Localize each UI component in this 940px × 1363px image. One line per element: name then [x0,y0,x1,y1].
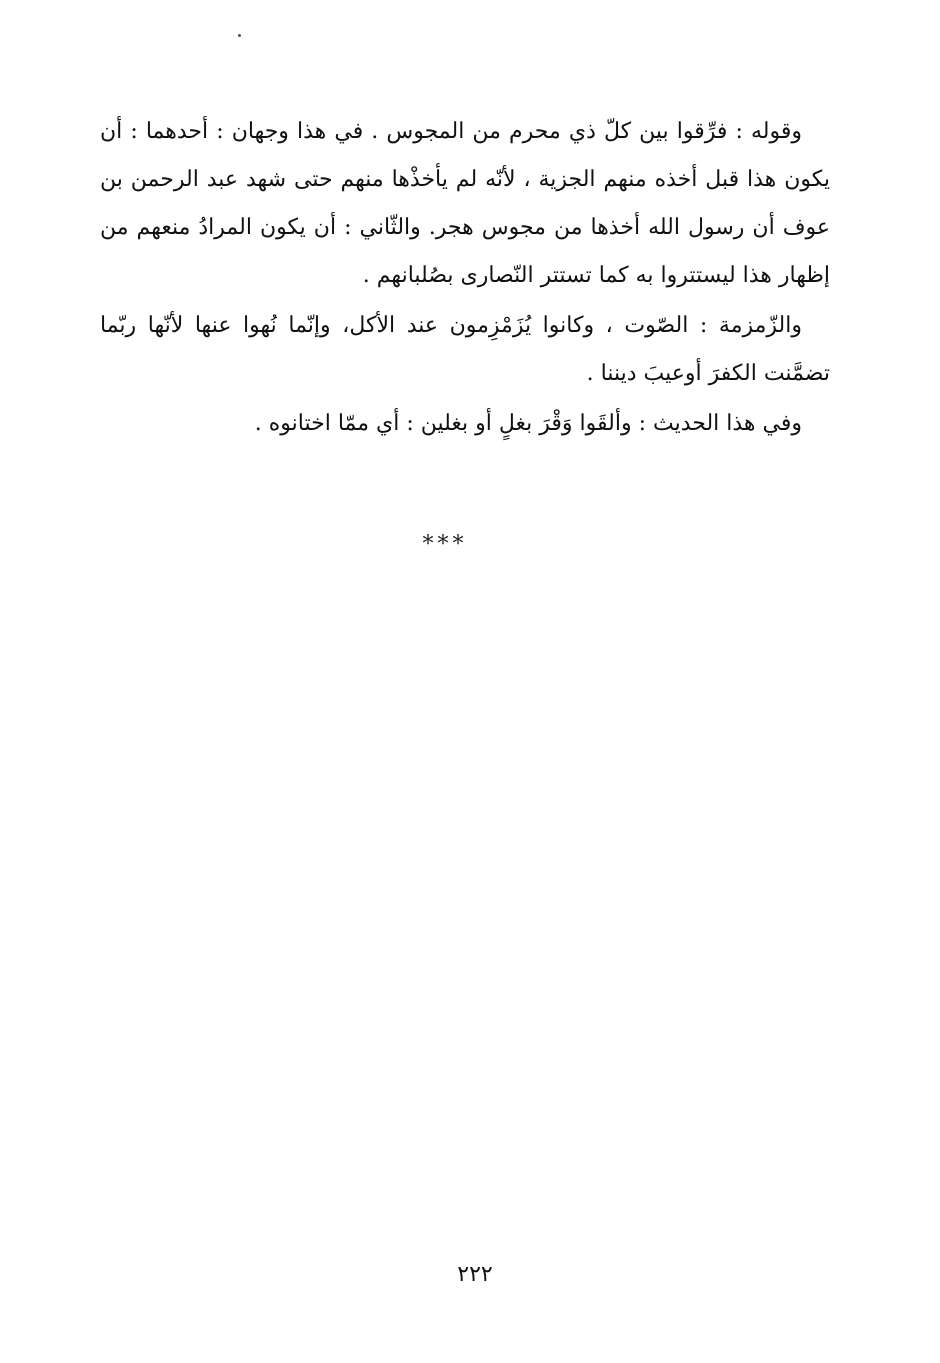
scan-speck [238,34,241,37]
paragraph-1: وقوله : فرِّقوا بين كلّ ذي محرم من المجوس . في هذا وجهان : أحدهما : أن يكون هذا قبل أخذه منهم الجزية ، لأنّه لم يأخذْها منهم حتى شهد عبد الرحمن بن عوف أن رسول الله أخذها من مجوس هجر. والثّاني : أن يكون المرادُ منعهم من إظهار هذا ليستتروا به كما تستتر النّصارى بصُلبانهم . [100,119,830,288]
paragraph-3: وفي هذا الحديث : وألقَوا وَقْرَ بغلٍ أو بغلين : أي ممّا اختانوه . [254,411,802,436]
section-separator: *** [422,532,468,557]
page-number: ٢٢٢ [457,1262,493,1287]
paragraph-2: والزّمزمة : الصّوت ، وكانوا يُزَمْزِمون عند الأكل، وإنّما نُهوا عنها لأنّها ربّما تضمَّنت الكفرَ أوعيبَ ديننا . [100,313,830,386]
body-text [100,108,830,448]
